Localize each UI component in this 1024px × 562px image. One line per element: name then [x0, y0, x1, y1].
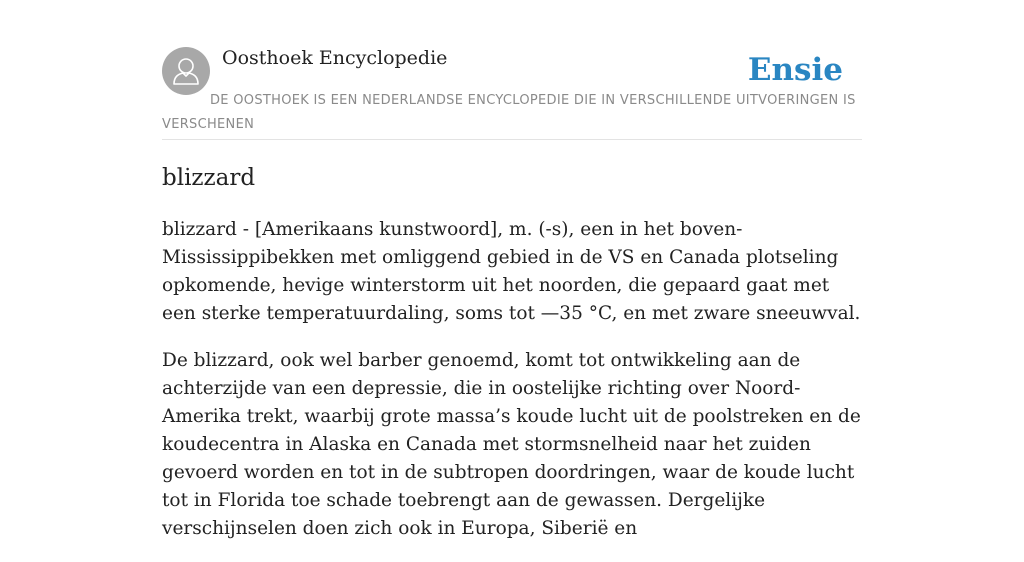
entry-paragraph: De blizzard, ook wel barber genoemd, komt tot ontwikkeling aan de achterzijde van een depressie, die in oostelijke richting over Noord-Amerika trekt, waarbij grote massa’s koude lucht uit de poolstreken en de koudecentra in Alaska en Canada met stormsnelheid naar het zuiden gevoerd worden en tot in de subtropen doordringen, waar de koude lucht tot in Florida toe schade toebrengt aan de gewassen. Dergelijke verschijnselen doen zich ook in Europa, Siberië en — [162, 350, 861, 539]
entry-title: blizzard — [162, 165, 256, 191]
page — [162, 0, 862, 539]
entry-paragraph: blizzard - [Amerikaans kunstwoord], m. (-s), een in het boven-Mississippibekken met omliggend gebied in de VS en Canada plotseling opkomende, hevige winterstorm uit het noorden, die gepaard gaat met een sterke temperatuurdaling, soms tot —35 °C, en met zware sneeuwval. — [162, 219, 861, 324]
entry-body — [162, 216, 862, 562]
site-title[interactable]: Oosthoek Encyclopedie — [222, 47, 448, 69]
user-silhouette-icon[interactable] — [162, 47, 210, 95]
brand-logo[interactable]: Ensie — [747, 52, 843, 88]
site-header — [162, 0, 862, 140]
site-tagline: DE OOSTHOEK IS EEN NEDERLANDSE ENCYCLOPEDIE DIE IN VERSCHILLENDE UITVOERINGEN IS VERSCHENEN — [162, 93, 856, 132]
